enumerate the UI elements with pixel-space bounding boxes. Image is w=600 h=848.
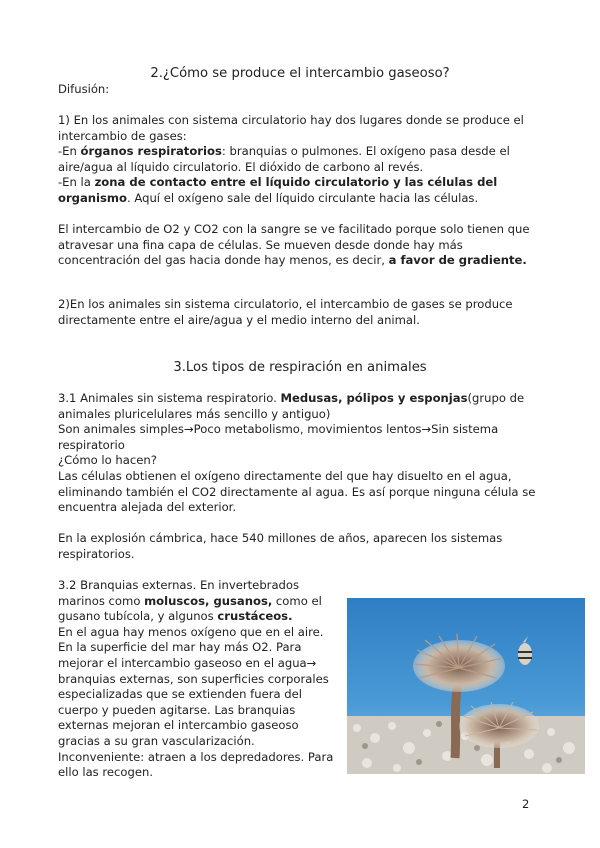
moluscos-gusanos: moluscos, gusanos, [144, 593, 273, 608]
paragraph-circulatory: 1) En los animales con sistema circulatorio hay dos lugares donde se produce el intercambio de gases: -En órganos respiratorios: branquias o pulmones. El oxígeno pasa desde el aire/agua al líquido circulatorio. El dióxido de carbono al revés. -En la zona de contacto entre el líquido circulatorio y las células del organismo. Aquí el oxígeno sale del líquido circulante hacia las células. [58, 113, 524, 205]
zona-de-contacto: zona de contacto entre el líquido circulatorio y las células del organismo [58, 175, 498, 205]
tube-worm-photo [347, 598, 585, 774]
how-question: ¿Cómo lo hacen? [58, 453, 157, 468]
a-favor-de-gradiente: a favor de gradiente. [388, 253, 527, 268]
page-number: 2 [522, 797, 530, 811]
circulatory-intro: 1) En los animales con sistema circulatorio hay dos lugares donde se produce el intercambio de gases: [58, 113, 524, 143]
section-heading-3: 3.Los tipos de respiración en animales [173, 360, 427, 375]
paragraph-cambrian: En la explosión cámbrica, hace 540 millones de años, aparecen los sistemas respiratorios. [58, 531, 503, 561]
difusion-label: Difusión: [58, 82, 110, 96]
section-3-1: 3.1 Animales sin sistema respiratorio. Medusas, pólipos y esponjas(grupo de animales pluricelulares más sencillo y antiguo) Son animales simples→Poco metabolismo, movimientos lentos→Sin sistema respiratorio ¿Cómo lo hacen? Las células obtienen el oxígeno directamente del que hay disuelto en el agua, eliminando también el CO2 directamente al agua. Es así porque ninguna célula se encuentra alejada del exterior. [58, 391, 536, 515]
medusas-polipos-esponjas: Medusas, pólipos y esponjas [280, 391, 468, 405]
section-3-2: 3.2 Branquias externas. En invertebrados marinos como moluscos, gusanos, como el gusano tubícola, y algunos crustáceos. En el agua hay menos oxígeno que en el aire. En la superficie del mar hay más O2. Para mejorar el intercambio gaseoso en el agua→ branquias externas, son superficies corporales especializadas que se extienden fuera del cuerpo y pueden agitarse. Las branquias externas mejoran el intercambio gaseoso gracias a su gran vascularización. Inconveniente: atraen a los depredadores. Para ello las recogen. [58, 578, 334, 780]
organos-respiratorios: órganos respiratorios [80, 144, 222, 159]
crustaceos: crustáceos. [217, 609, 293, 624]
paragraph-o2-co2: El intercambio de O2 y CO2 con la sangre se ve facilitado porque solo tienen que atravesar una fina capa de células. Se mueven desde donde hay más concentración del gas hacia donde hay menos, es decir, a favor de gradiente. [58, 222, 530, 268]
paragraph-no-circulatory: 2)En los animales sin sistema circulatorio, el intercambio de gases se produce directamente entre el aire/agua y el medio interno del animal. [58, 297, 513, 327]
section-heading-2: 2.¿Cómo se produce el intercambio gaseoso? [150, 66, 450, 81]
